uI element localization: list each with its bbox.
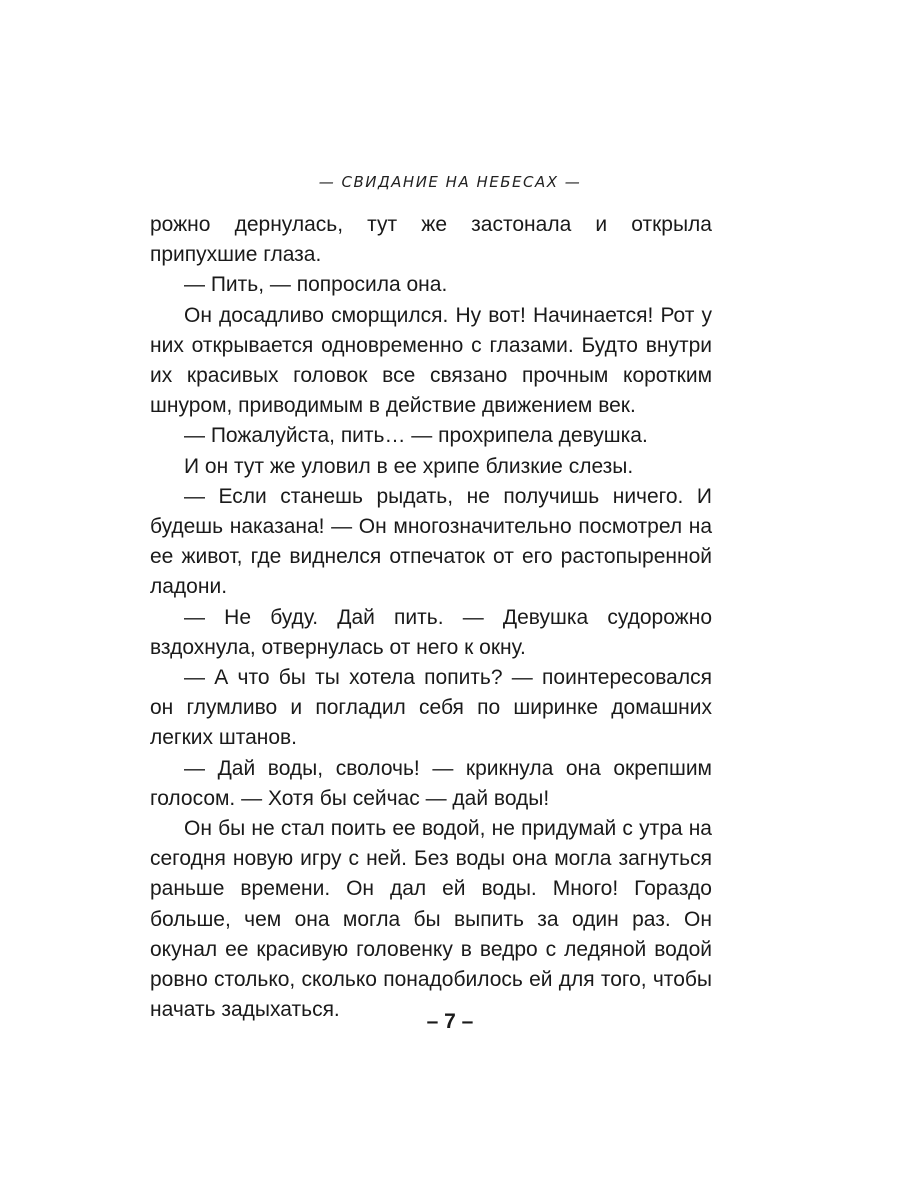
paragraph: — Если станешь рыдать, не получишь ничего. И будешь наказана! — Он многозначительно посмотрел на ее живот, где виднелся отпечаток от его растопыренной ладони.	[150, 484, 712, 599]
paragraph: рожно дернулась, тут же застонала и открыла припухшие глаза.	[150, 213, 712, 267]
page-number: – 7 –	[426, 1010, 474, 1033]
running-header: — СВИДАНИЕ НА НЕБЕСАХ —	[318, 173, 582, 191]
paragraph: Он досадливо сморщился. Ну вот! Начинается! Рот у них открывается одновременно с глазами. Будто внутри их красивых головок все связано прочным коротким шнуром, приводимым в действие движением век.	[150, 303, 712, 418]
paragraph: — Пожалуйста, пить… — прохрипела девушка.	[184, 424, 648, 448]
paragraph: — А что бы ты хотела попить? — поинтересовался он глумливо и погладил себя по ширинке домашних легких штанов.	[150, 666, 712, 750]
paragraph: — Не буду. Дай пить. — Девушка судорожно вздохнула, отвернулась от него к окну.	[150, 605, 712, 659]
paragraph: Он бы не стал поить ее водой, не придумай с утра на сегодня новую игру с ней. Без воды она могла загнуться раньше времени. Он дал ей воды. Много! Гораздо больше, чем она могла бы выпить за один раз. Он окунал ее красивую головенку в ведро с ледяной водой ровно столько, сколько понадобилось ей для того, чтобы начать задыхаться.	[150, 817, 712, 1022]
paragraph: И он тут же уловил в ее хрипе близкие слезы.	[184, 454, 634, 478]
paragraph: — Пить, — попросила она.	[184, 273, 448, 297]
paragraph: — Дай воды, сволочь! — крикнула она окрепшим голосом. — Хотя бы сейчас — дай воды!	[150, 756, 712, 810]
body-text	[150, 210, 712, 1025]
